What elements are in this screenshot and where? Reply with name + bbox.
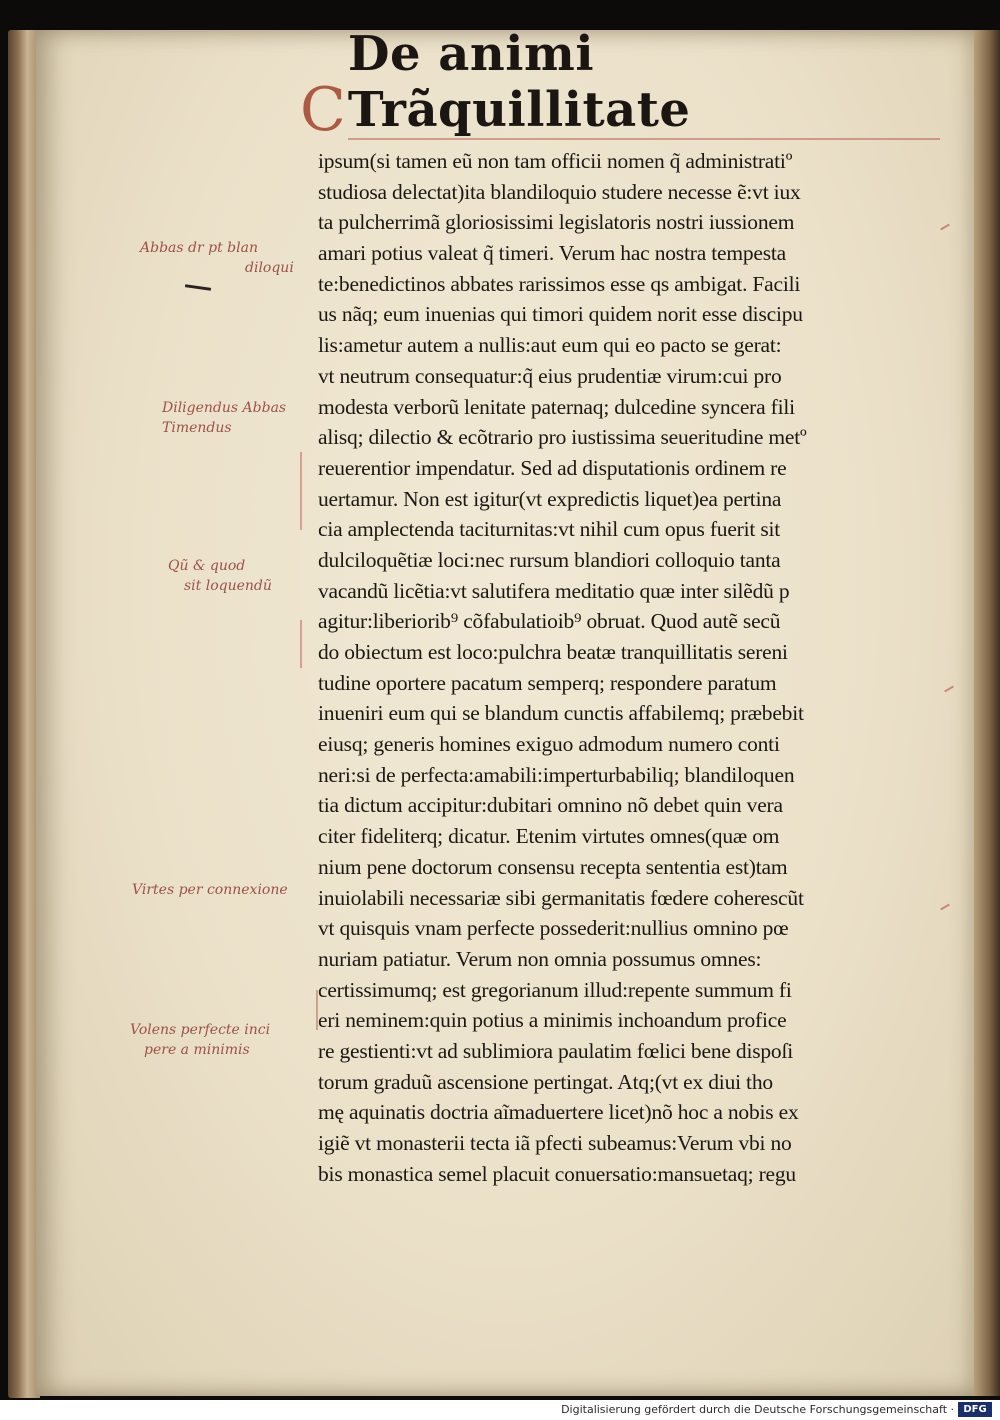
text-line: do obiectum est loco:pulchra beatæ tranquillitatis sereni: [318, 640, 788, 664]
margin-note-4: [132, 880, 288, 900]
margin-note-4-line1: Virtes per connexione: [132, 882, 288, 898]
footer-credit: Digitalisierung gefördert durch die Deutsche Forschungsgemeinschaft ·: [561, 1403, 954, 1416]
margin-note-1-line1: Abbas dr pt blan: [140, 240, 258, 256]
text-line: studiosa delectat)ita blandiloquio studere necesse ẽ:vt iux: [318, 179, 801, 204]
text-line: inuiolabili necessariæ sibi germanitatis fœdere coherescũt: [318, 885, 804, 910]
margin-note-3: [168, 556, 272, 596]
text-line: inueniri eum qui se blandum cunctis affabilemq; præbebit: [318, 701, 804, 726]
rubric-initial: C: [300, 75, 346, 145]
text-line: amari potius valeat q̃ timeri. Verum hac nostra tempesta: [318, 241, 787, 266]
text-line: cia amplectenda taciturnitas:vt nihil cum opus fuerit sit: [318, 517, 781, 542]
text-line: ipsum(si tamen eũ non tam officii nomen q̃ administratiº: [318, 149, 793, 173]
text-line: uertamur. Non est igitur(vt expredictis liquet)ea pertina: [318, 486, 782, 511]
text-line: vt neutrum consequatur:q̃ eius prudentiæ virum:cui pro: [318, 363, 782, 388]
margin-note-3-line1: Qũ & quod: [168, 558, 246, 574]
text-line: re gestienti:vt ad sublimiora paulatim fœlici bene dispoſi: [318, 1038, 794, 1063]
text-line: eri neminem:quin potius a minimis inchoandum profice: [318, 1008, 787, 1033]
text-line: tudine oportere pacatum semperq; respondere paratum: [318, 670, 777, 695]
margin-note-2-line1: Diligendus Abbas: [162, 400, 287, 416]
text-line: certissimumq; est gregorianum illud:repente summum fi: [318, 977, 792, 1002]
text-line: us nãq; eum inuenias qui timori quidem norit esse discipu: [318, 302, 803, 327]
text-line: bis monastica semel placuit conuersatio:mansuetaq; regu: [318, 1161, 796, 1186]
margin-note-2-line2: Timendus: [162, 420, 232, 436]
text-line: nuriam patiatur. Verum non omnia possumus omnes:: [318, 946, 762, 971]
text-line: alisq; dilectio & ecõtrario pro iustissima seueritudine metº: [318, 425, 807, 450]
text-line: ta pulcherrimã gloriosissimi legislatoris nostri iussionem: [318, 210, 795, 235]
text-line: dulciloquẽtiæ loci:nec rursum blandiori colloquio tanta: [318, 547, 781, 572]
text-line: eiusq; generis homines exiguo admodum numero conti: [318, 732, 780, 757]
margin-note-5-line1: Volens perfecte inci: [130, 1022, 271, 1038]
text-line: te:benedictinos abbates rarissimos esse qs ambigat. Facili: [318, 271, 801, 296]
text-line: reuerentior impendatur. Sed ad disputationis ordinem re: [318, 455, 787, 480]
book-spine: [974, 30, 1000, 1396]
text-line: vt quisquis vnam perfecte possederit:nullius omnino pœ: [318, 916, 789, 941]
margin-rule-2: [300, 620, 302, 668]
margin-rule-1: [300, 452, 302, 530]
body-text: [318, 146, 938, 1189]
text-line: neri:si de perfecta:amabili:imperturbabiliq; blandiloquen: [318, 762, 795, 787]
margin-note-5: [130, 1020, 270, 1060]
text-line: igiẽ vt monasterii tecta iã pfecti subeamus:Verum vbi no: [318, 1131, 792, 1155]
text-line: torum graduũ ascensione pertingat. Atq;(vt ex diui tho: [318, 1069, 773, 1094]
text-line: mę aquinatis doctria aĩmaduertere licet)nõ hoc a nobis ex: [318, 1100, 799, 1125]
text-line: agitur:liberiorib⁹ cõfabulatioib⁹ obruat. Quod autẽ secũ: [318, 609, 781, 634]
margin-note-5-line2: pere a minimis: [144, 1042, 250, 1058]
margin-note-1: [140, 238, 294, 278]
dfg-logo: DFG: [958, 1402, 992, 1417]
margin-note-2: [162, 398, 286, 438]
text-line: nium pene doctorum consensu recepta sententia est)tam: [318, 854, 788, 879]
margin-note-3-line2: sit loquendũ: [184, 578, 272, 594]
text-line: tia dictum accipitur:dubitari omnino nõ debet quin vera: [318, 793, 783, 818]
heading-text: De animi Trãquillitate: [348, 26, 940, 140]
margin-note-1-line2: diloqui: [245, 260, 294, 276]
text-line: modesta verborũ lenitate paternaq; dulcedine syncera fili: [318, 394, 795, 419]
text-line: vacandũ licẽtia:vt salutifera meditatio quæ inter silẽdũ p: [318, 578, 790, 603]
margin-rule-3: [316, 990, 318, 1030]
text-line: lis:ametur autem a nullis:aut eum qui eo pacto se gerat:: [318, 333, 782, 358]
text-line: citer fideliterq; dicatur. Etenim virtutes omnes(quæ om: [318, 824, 780, 849]
chapter-heading: [300, 26, 940, 145]
